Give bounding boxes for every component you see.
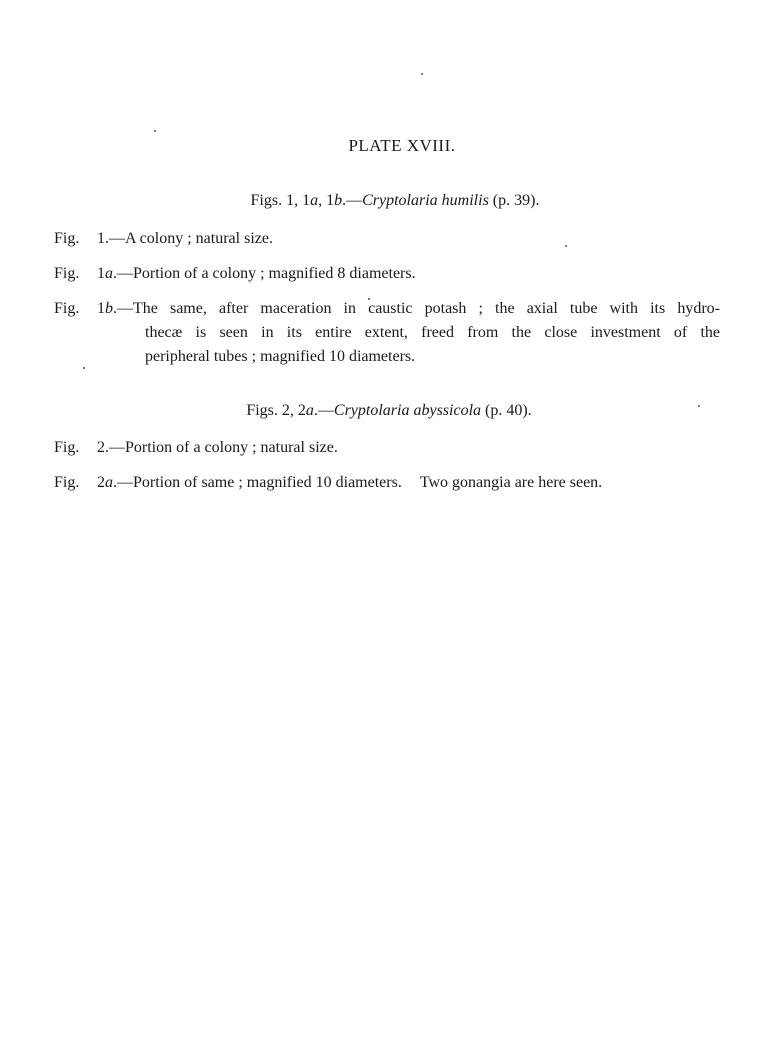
figure-entry — [54, 262, 720, 286]
figure-entry — [54, 436, 720, 460]
fig-number-suffix: a — [105, 265, 113, 282]
heading-dash: .— — [342, 192, 363, 209]
figure-entry — [54, 297, 720, 369]
fig-number — [97, 474, 113, 491]
group-heading-2 — [0, 402, 776, 420]
heading-letter-a: a — [310, 192, 319, 209]
group-heading-1 — [0, 192, 776, 210]
fig-number — [97, 230, 105, 247]
fig-number — [97, 265, 113, 282]
fig-caption: .—Portion of same ; magnified 10 diameters. — [113, 474, 402, 491]
fig-caption: .—Portion of a colony ; natural size. — [105, 439, 338, 456]
fig-number-digit: 1 — [97, 300, 105, 317]
fig-caption-extra: Two gonangia are here seen. — [419, 474, 603, 491]
fig-number-digit: 1 — [97, 230, 105, 247]
page-ref: (p. 40). — [485, 402, 532, 419]
fig-label: Fig. — [54, 474, 80, 491]
fig-caption: .—A colony ; natural size. — [105, 230, 273, 247]
heading-dash: .— — [313, 402, 334, 419]
fig-number-suffix: b — [105, 300, 113, 317]
fig-caption: .—Portion of a colony ; magnified 8 diameters. — [113, 265, 416, 282]
plate-title: PLATE XVIII. — [348, 136, 456, 155]
page-ref: (p. 39). — [492, 192, 540, 209]
fig-number-digit: 2 — [97, 474, 105, 491]
heading-letter-b: b — [334, 192, 343, 209]
print-speck — [421, 73, 423, 75]
fig-number — [97, 439, 105, 456]
fig-label: Fig. — [54, 439, 80, 456]
heading-mid: , 1 — [318, 192, 335, 209]
fig-number-digit: 2 — [97, 439, 105, 456]
fig-caption: .—The same, after maceration in caustic potash ; the axial tube with its hydro- — [113, 300, 720, 317]
fig-caption-line-3: peripheral tubes ; magnified 10 diameters. — [145, 348, 416, 365]
heading-prefix: Figs. 1, 1 — [250, 192, 311, 209]
fig-label: Fig. — [54, 265, 80, 282]
fig-number-suffix: a — [105, 474, 113, 491]
fig-number-digit: 1 — [97, 265, 105, 282]
fig-caption-line-2: thecæ is seen in its entire extent, freed from the close investment of the — [145, 324, 720, 341]
fig-label: Fig. — [54, 230, 80, 247]
figure-entry — [54, 471, 720, 495]
figure-entry — [54, 227, 720, 251]
species-name: Cryptolaria humilis — [362, 192, 489, 209]
heading-letter-a: a — [305, 402, 314, 419]
print-speck — [154, 130, 156, 132]
heading-prefix: Figs. 2, 2 — [246, 402, 306, 419]
fig-number — [97, 300, 113, 317]
fig-label: Fig. — [54, 300, 80, 317]
fig-caption-line-1 — [54, 297, 720, 321]
species-name: Cryptolaria abyssicola — [333, 402, 482, 419]
